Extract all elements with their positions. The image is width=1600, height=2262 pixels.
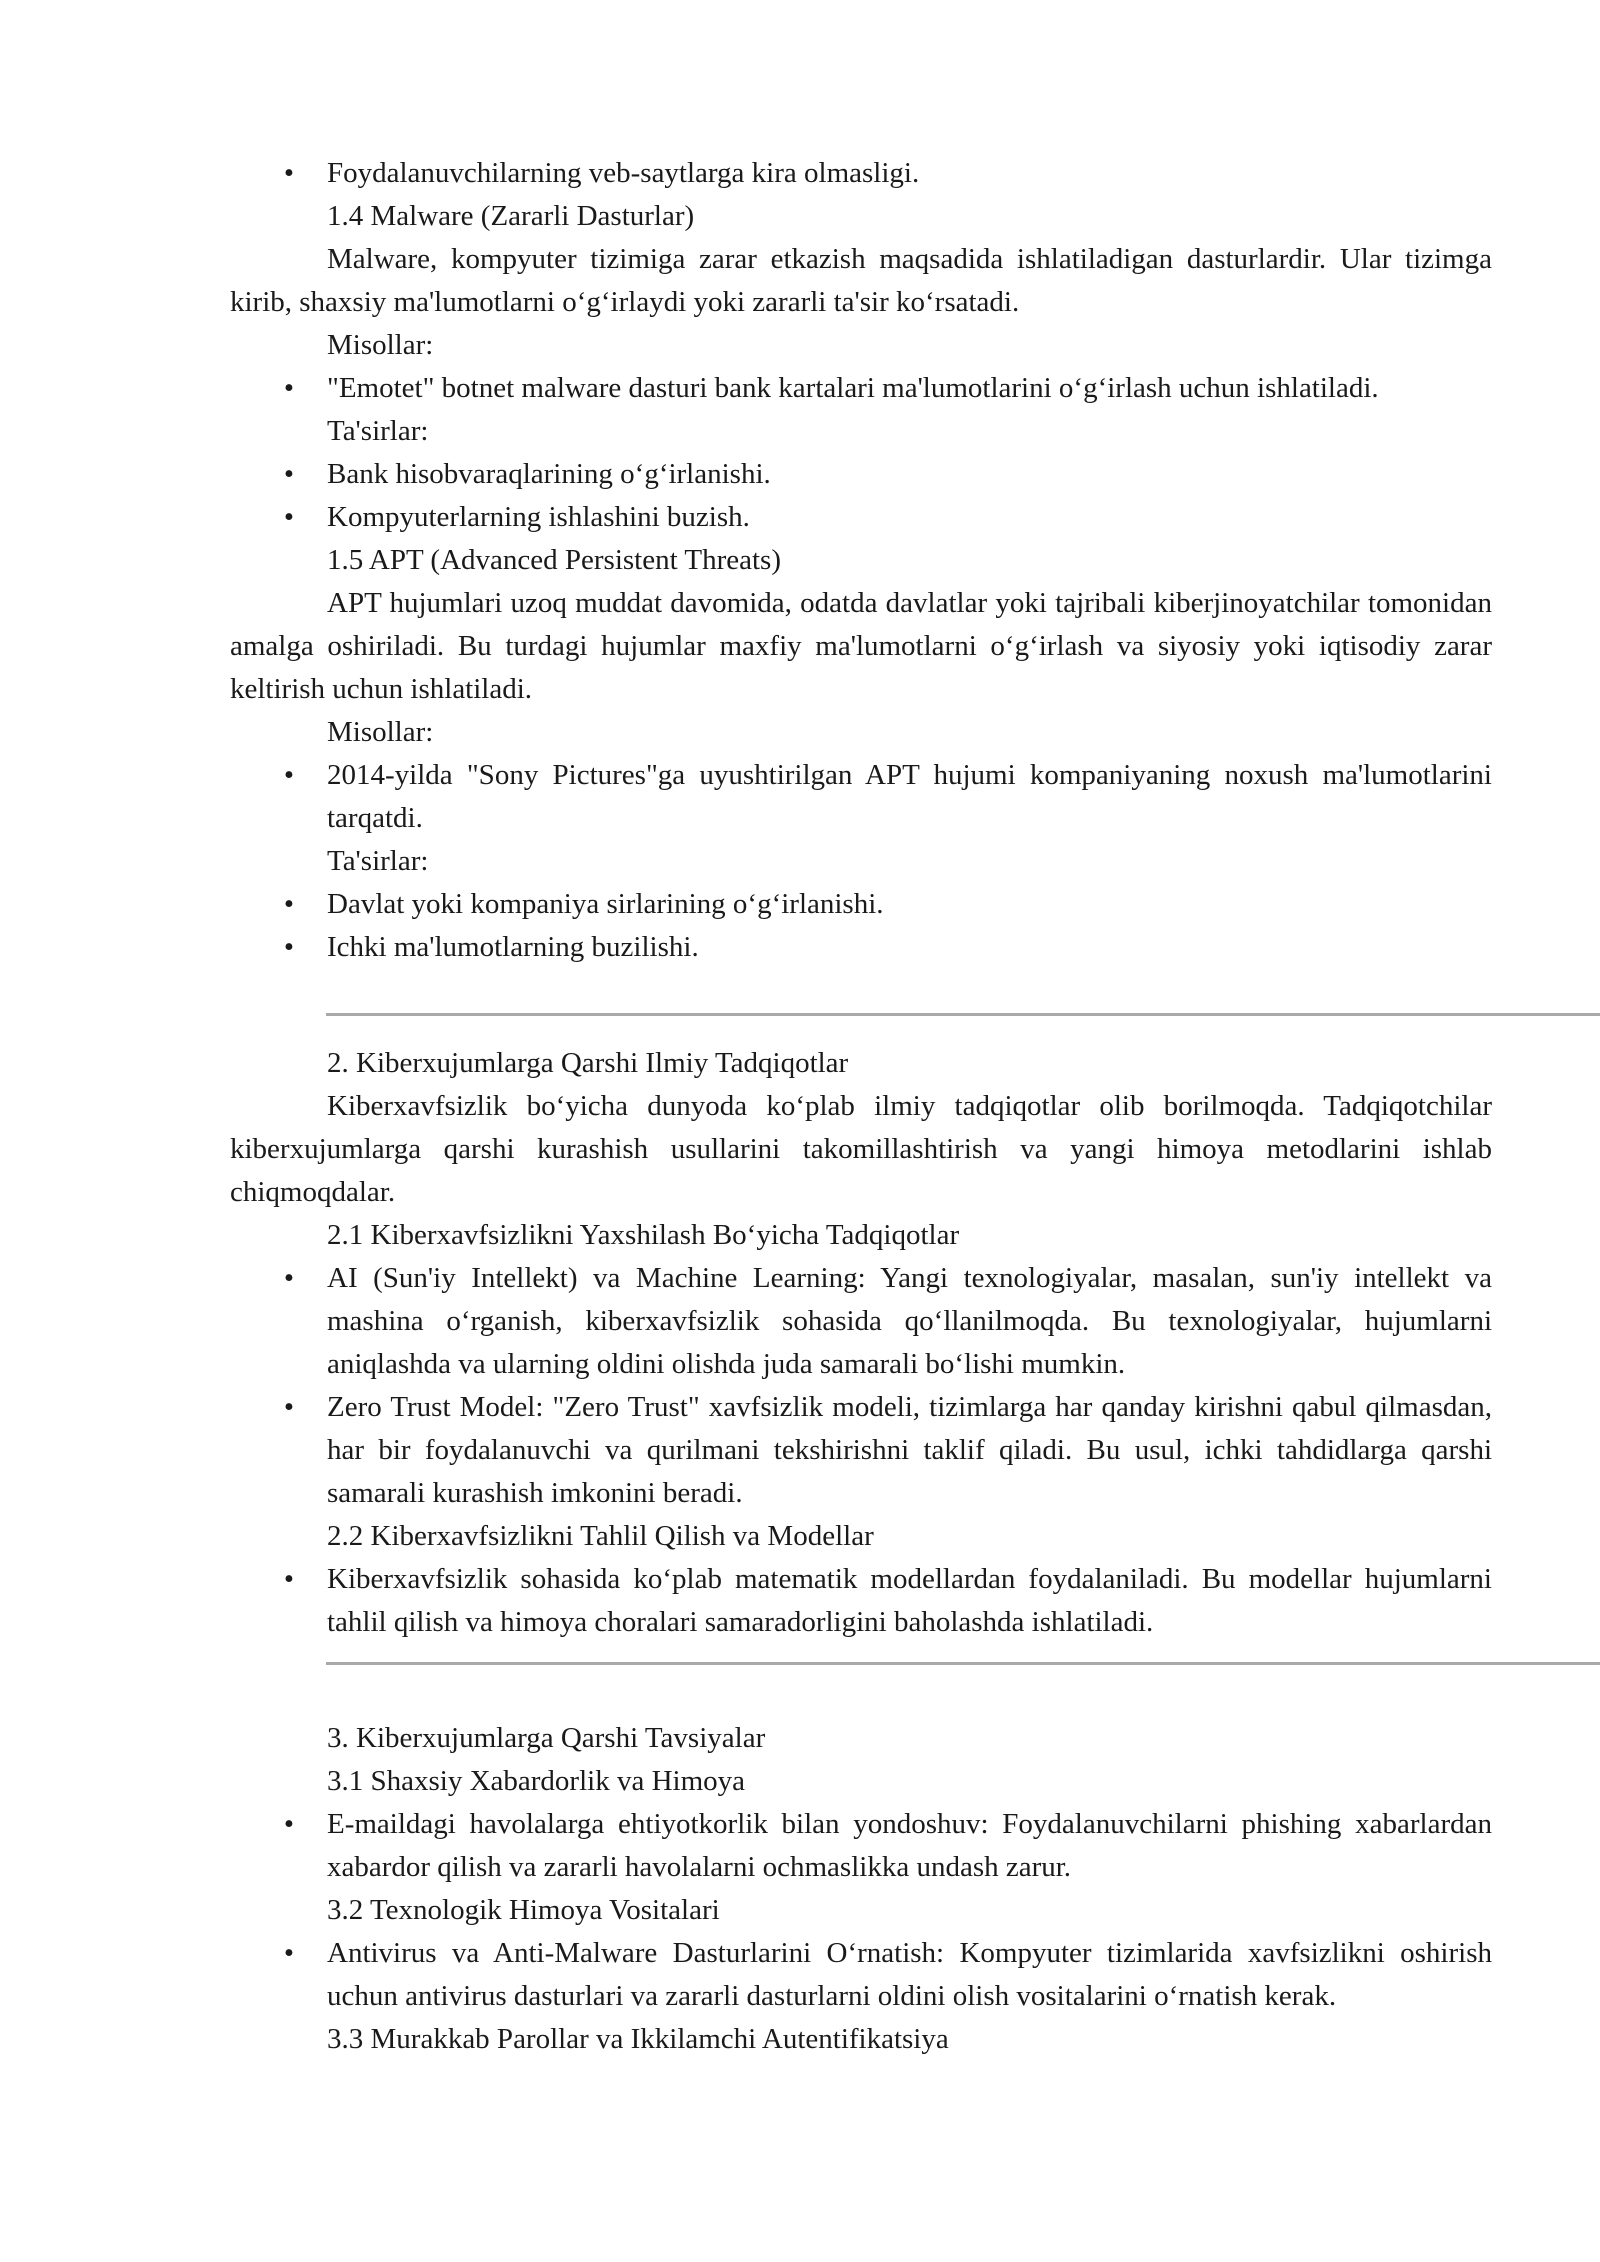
bullet-icon: • <box>283 888 295 920</box>
section-heading: Misollar: <box>327 716 434 748</box>
bullet-text: Zero Trust Model: "Zero Trust" xavfsizlik modeli, tizimlarga har qanday kirishni qabul qilmasdan, har bir foydalanuvchi va qurilmani tekshirishni taklif qiladi. Bu usul, ichki tahdidlarga qarshi samarali kurashish imkonini beradi. <box>327 1391 1492 1509</box>
section-heading: 3.3 Murakkab Parollar va Ikkilamchi Autentifikatsiya <box>327 2023 949 2055</box>
bullet-icon: • <box>283 1563 295 1595</box>
bullet-item <box>230 1932 1492 2018</box>
bullet-text: Ichki ma'lumotlarning buzilishi. <box>327 931 699 963</box>
paragraph: Malware, kompyuter tizimiga zarar etkazish maqsadida ishlatiladigan dasturlardir. Ular tizimga kirib, shaxsiy ma'lumotlarni o‘g‘irlaydi yoki zararli ta'sir ko‘rsatadi. <box>230 243 1492 318</box>
bullet-item <box>230 1803 1492 1889</box>
bullet-item <box>230 754 1492 840</box>
section-heading: 1.4 Malware (Zararli Dasturlar) <box>327 200 695 232</box>
section-heading: 3.1 Shaxsiy Xabardorlik va Himoya <box>327 1765 746 1797</box>
bullet-text: E-maildagi havolalarga ehtiyotkorlik bilan yondoshuv: Foydalanuvchilarni phishing xabarlardan xabardor qilish va zararli havolalarni ochmaslikka undash zarur. <box>327 1808 1492 1883</box>
bullet-icon: • <box>283 1391 295 1423</box>
bullet-icon: • <box>283 759 295 791</box>
bullet-icon: • <box>283 157 295 189</box>
section-heading: Ta'sirlar: <box>327 845 429 877</box>
section-heading: 3.2 Texnologik Himoya Vositalari <box>327 1894 720 1926</box>
bullet-item <box>230 1386 1492 1515</box>
bullet-text: Bank hisobvaraqlarining o‘g‘irlanishi. <box>327 458 771 490</box>
bullet-text: "Emotet" botnet malware dasturi bank kartalari ma'lumotlarini o‘g‘irlash uchun ishlatiladi. <box>327 372 1379 404</box>
section-heading: Misollar: <box>327 329 434 361</box>
bullet-item <box>230 152 1492 195</box>
bullet-text: Kompyuterlarning ishlashini buzish. <box>327 501 750 533</box>
bullet-item <box>230 883 1492 926</box>
bullet-text: Davlat yoki kompaniya sirlarining o‘g‘irlanishi. <box>327 888 884 920</box>
paragraph: APT hujumlari uzoq muddat davomida, odatda davlatlar yoki tajribali kiberjinoyatchilar tomonidan amalga oshiriladi. Bu turdagi hujumlar maxfiy ma'lumotlarni o‘g‘irlash va siyosiy yoki iqtisodiy zarar keltirish uchun ishlatiladi. <box>230 587 1492 705</box>
section-gap <box>230 969 1492 1042</box>
section-heading: 1.5 APT (Advanced Persistent Threats) <box>327 544 781 576</box>
section-divider <box>326 1662 1600 1665</box>
bullet-item <box>230 1257 1492 1386</box>
bullet-text: Antivirus va Anti-Malware Dasturlarini O‘rnatish: Kompyuter tizimlarida xavfsizlikni oshirish uchun antivirus dasturlari va zararli dasturlarni oldini olish vositalarini o‘rnatish kerak. <box>327 1937 1492 2012</box>
bullet-icon: • <box>283 1937 295 1969</box>
section-gap <box>230 1644 1492 1717</box>
bullet-text: AI (Sun'iy Intellekt) va Machine Learning: Yangi texnologiyalar, masalan, sun'iy intellekt va mashina o‘rganish, kiberxavfsizlik sohasida qo‘llanilmoqda. Bu texnologiyalar, hujumlarni aniqlashda va ularning oldini olishda juda samarali bo‘lishi mumkin. <box>327 1262 1492 1380</box>
bullet-text: Kiberxavfsizlik sohasida ko‘plab matematik modellardan foydalaniladi. Bu modellar hujumlarni tahlil qilish va himoya choralari samaradorligini baholashda ishlatiladi. <box>327 1563 1492 1638</box>
section-heading: 2.2 Kiberxavfsizlikni Tahlil Qilish va Modellar <box>327 1520 874 1552</box>
bullet-icon: • <box>283 931 295 963</box>
bullet-icon: • <box>283 501 295 533</box>
section-heading: 2.1 Kiberxavfsizlikni Yaxshilash Bo‘yicha Tadqiqotlar <box>327 1219 960 1251</box>
bullet-icon: • <box>283 372 295 404</box>
document-body <box>230 152 1492 2061</box>
section-divider <box>326 1013 1600 1016</box>
bullet-text: Foydalanuvchilarning veb-saytlarga kira olmasligi. <box>327 157 920 189</box>
bullet-icon: • <box>283 1262 295 1294</box>
bullet-item <box>230 367 1492 410</box>
section-heading: 2. Kiberxujumlarga Qarshi Ilmiy Tadqiqotlar <box>327 1047 849 1079</box>
bullet-text: 2014-yilda "Sony Pictures"ga uyushtirilgan APT hujumi kompaniyaning noxush ma'lumotlarini tarqatdi. <box>327 759 1492 834</box>
section-heading: Ta'sirlar: <box>327 415 429 447</box>
bullet-item <box>230 1558 1492 1644</box>
bullet-icon: • <box>283 1808 295 1840</box>
bullet-icon: • <box>283 458 295 490</box>
bullet-item <box>230 453 1492 496</box>
bullet-item <box>230 496 1492 539</box>
paragraph: Kiberxavfsizlik bo‘yicha dunyoda ko‘plab ilmiy tadqiqotlar olib borilmoqda. Tadqiqotchilar kiberxujumlarga qarshi kurashish usullarini takomillashtirish va yangi himoya metodlarini ishlab chiqmoqdalar. <box>230 1090 1492 1208</box>
bullet-item <box>230 926 1492 969</box>
section-heading: 3. Kiberxujumlarga Qarshi Tavsiyalar <box>327 1722 766 1754</box>
